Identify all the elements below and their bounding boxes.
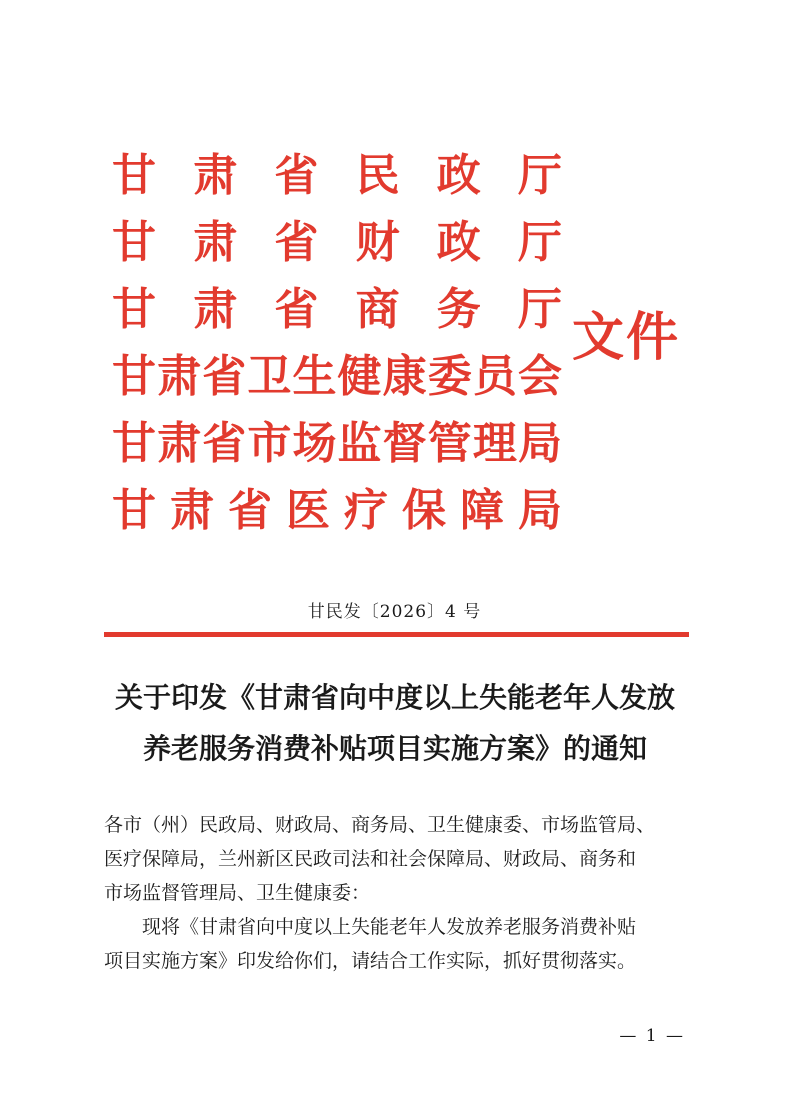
- issuer-char: 督: [382, 417, 427, 469]
- issuer-char: 康: [382, 350, 427, 402]
- issuer-char: 肃: [157, 350, 202, 402]
- document-body: [104, 808, 694, 978]
- issuer-char: 省: [228, 484, 272, 536]
- issuer-char: 商: [355, 283, 400, 335]
- title-line-2: 养老服务消费补贴项目实施方案》的通知: [142, 732, 647, 765]
- issuer-line-5: [112, 410, 562, 477]
- issuer-char: 理: [472, 417, 517, 469]
- issuer-char: 厅: [517, 283, 562, 335]
- issuer-char: 甘: [112, 216, 156, 268]
- issuer-char: 委: [427, 350, 472, 402]
- issuer-char: 政: [436, 216, 481, 268]
- issuer-char: 肃: [193, 283, 238, 335]
- issuer-char: 肃: [170, 484, 214, 536]
- issuer-char: 员: [472, 350, 517, 402]
- issuer-char: 省: [274, 216, 319, 268]
- issuer-line-6: [112, 477, 562, 544]
- recipients-line-2: 医疗保障局，兰州新区民政司法和社会保障局、财政局、商务和: [104, 848, 637, 870]
- issuer-char: 省: [202, 417, 247, 469]
- issuer-char: 甘: [112, 350, 156, 402]
- issuer-char: 医: [286, 484, 330, 536]
- recipients-line-1: 各市（州）民政局、财政局、商务局、卫生健康委、市场监管局、: [104, 814, 656, 836]
- issuer-char: 甘: [112, 283, 156, 335]
- issuer-char: 民: [355, 149, 400, 201]
- issuer-char: 障: [460, 484, 504, 536]
- issuer-char: 省: [274, 149, 319, 201]
- issuer-char: 政: [436, 149, 481, 201]
- notice-line-2: 项目实施方案》印发给你们，请结合工作实际，抓好贯彻落实。: [104, 950, 637, 972]
- issuer-line-3: [112, 276, 562, 343]
- issuer-char: 管: [427, 417, 472, 469]
- issuing-authorities: [112, 142, 562, 544]
- issuer-line-1: [112, 142, 562, 209]
- issuer-char: 甘: [112, 149, 156, 201]
- document-title: [90, 672, 700, 774]
- issuer-char: 保: [402, 484, 446, 536]
- page-number: — 1 —: [619, 1026, 685, 1046]
- issuer-char: 财: [355, 216, 400, 268]
- issuer-char: 务: [436, 283, 481, 335]
- issuer-char: 厅: [517, 216, 562, 268]
- issuer-line-2: [112, 209, 562, 276]
- issuer-char: 市: [247, 417, 292, 469]
- issuer-char: 局: [517, 417, 562, 469]
- issuer-char: 疗: [344, 484, 388, 536]
- issuer-char: 肃: [193, 216, 238, 268]
- issuer-char: 甘: [112, 484, 156, 536]
- issuer-line-4: [112, 343, 562, 410]
- issuer-char: 肃: [157, 417, 202, 469]
- issuer-char: 监: [337, 417, 382, 469]
- issuer-char: 生: [292, 350, 337, 402]
- document-label: 文件: [572, 308, 681, 368]
- issuer-char: 肃: [193, 149, 238, 201]
- issuer-char: 甘: [112, 417, 156, 469]
- notice-line-1: 现将《甘肃省向中度以上失能老年人发放养老服务消费补贴: [142, 916, 637, 938]
- document-number: 甘民发〔2026〕4 号: [307, 602, 482, 622]
- issuer-char: 会: [517, 350, 562, 402]
- issuer-char: 场: [292, 417, 337, 469]
- recipients-line-3: 市场监督管理局、卫生健康委：: [104, 882, 371, 904]
- issuer-char: 厅: [517, 149, 562, 201]
- issuer-char: 省: [274, 283, 319, 335]
- issuer-char: 局: [518, 484, 562, 536]
- title-line-1: 关于印发《甘肃省向中度以上失能老年人发放: [114, 681, 675, 714]
- issuer-char: 卫: [247, 350, 292, 402]
- issuer-char: 省: [202, 350, 247, 402]
- red-separator-line: [104, 632, 689, 637]
- issuer-char: 健: [337, 350, 382, 402]
